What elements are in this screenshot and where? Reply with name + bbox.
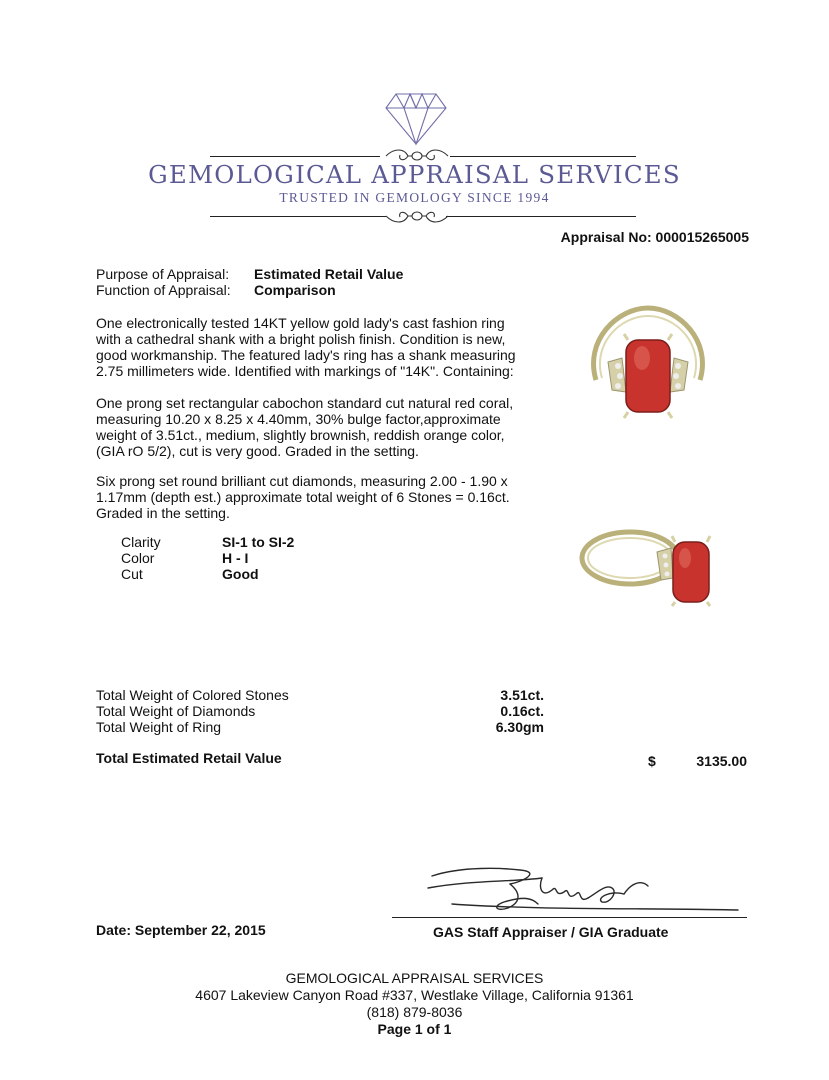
- ring-photo-front: [578, 300, 718, 430]
- purpose-row: [96, 266, 403, 282]
- total-value: 0.16ct.: [500, 703, 544, 719]
- bottom-rule-left: [210, 216, 386, 217]
- grade-label: Color: [121, 550, 155, 566]
- ring-description: One electronically tested 14KT yellow gold lady's cast fashion ring with a cathedral shank with a bright polish finish. Condition is new, good workmanship. The featured lady's ring has a shank measuring 2.75 millimeters wide. Identified with markings of "14K". Containing:: [96, 315, 516, 379]
- purpose-value: Estimated Retail Value: [254, 266, 404, 282]
- total-retail-currency: $: [648, 753, 656, 769]
- function-label: Function of Appraisal:: [96, 282, 231, 298]
- total-label: Total Weight of Colored Stones: [96, 687, 289, 703]
- purpose-label: Purpose of Appraisal:: [96, 266, 230, 282]
- appraisal-number: Appraisal No: 000015265005: [560, 229, 749, 245]
- total-retail-label: Total Estimated Retail Value: [96, 750, 282, 766]
- total-row: [96, 687, 556, 703]
- top-rule-left: [210, 156, 380, 157]
- ring-photo-side: [575, 520, 725, 610]
- grade-row: [121, 566, 294, 582]
- appraiser-signature: [392, 858, 742, 920]
- grade-row: [121, 534, 294, 550]
- bottom-flourish-icon: [384, 206, 450, 226]
- total-retail-amount: 3135.00: [696, 753, 747, 769]
- company-tagline: TRUSTED IN GEMOLOGY SINCE 1994: [279, 190, 550, 205]
- signature-line: [392, 917, 747, 918]
- footer-company: GEMOLOGICAL APPRAISAL SERVICES: [285, 970, 544, 986]
- grade-value: SI-1 to SI-2: [222, 534, 295, 550]
- company-name: GEMOLOGICAL APPRAISAL SERVICES: [148, 160, 681, 189]
- function-value: Comparison: [254, 282, 336, 298]
- grades-table: [121, 534, 294, 582]
- totals-table: [96, 687, 556, 735]
- total-row: [96, 719, 556, 735]
- grade-label: Clarity: [121, 534, 161, 550]
- top-rule-right: [450, 156, 636, 157]
- total-row: [96, 703, 556, 719]
- grade-value: H - I: [222, 550, 249, 566]
- appraiser-title: GAS Staff Appraiser / GIA Graduate: [433, 924, 669, 940]
- total-label: Total Weight of Diamonds: [96, 703, 256, 719]
- grade-row: [121, 550, 294, 566]
- total-value: 3.51ct.: [500, 687, 544, 703]
- coral-description: One prong set rectangular cabochon standard cut natural red coral, measuring 10.20 x 8.25 x 4.40mm, 30% bulge factor,approximate weight of 3.51ct., medium, slightly brownish, reddish orange color, (GIA rO 5/2), cut is very good. Graded in the setting.: [96, 395, 514, 459]
- grade-label: Cut: [121, 566, 143, 582]
- purpose-function-block: [96, 266, 403, 298]
- diamond-description: Six prong set round brilliant cut diamonds, measuring 2.00 - 1.90 x 1.17mm (depth est.) approximate total weight of 6 Stones = 0.16ct. Graded in the setting.: [96, 473, 510, 521]
- bottom-rule-right: [446, 216, 636, 217]
- page-number: Page 1 of 1: [377, 1021, 452, 1037]
- total-value: 6.30gm: [495, 719, 544, 735]
- footer-phone: (818) 879-8036: [366, 1004, 463, 1020]
- appraisal-date: Date: September 22, 2015: [96, 922, 266, 938]
- footer-address: 4607 Lakeview Canyon Road #337, Westlake Village, California 91361: [195, 987, 634, 1003]
- diamond-logo-icon: [384, 92, 448, 146]
- grade-value: Good: [222, 566, 259, 582]
- total-label: Total Weight of Ring: [96, 719, 222, 735]
- function-row: [96, 282, 403, 298]
